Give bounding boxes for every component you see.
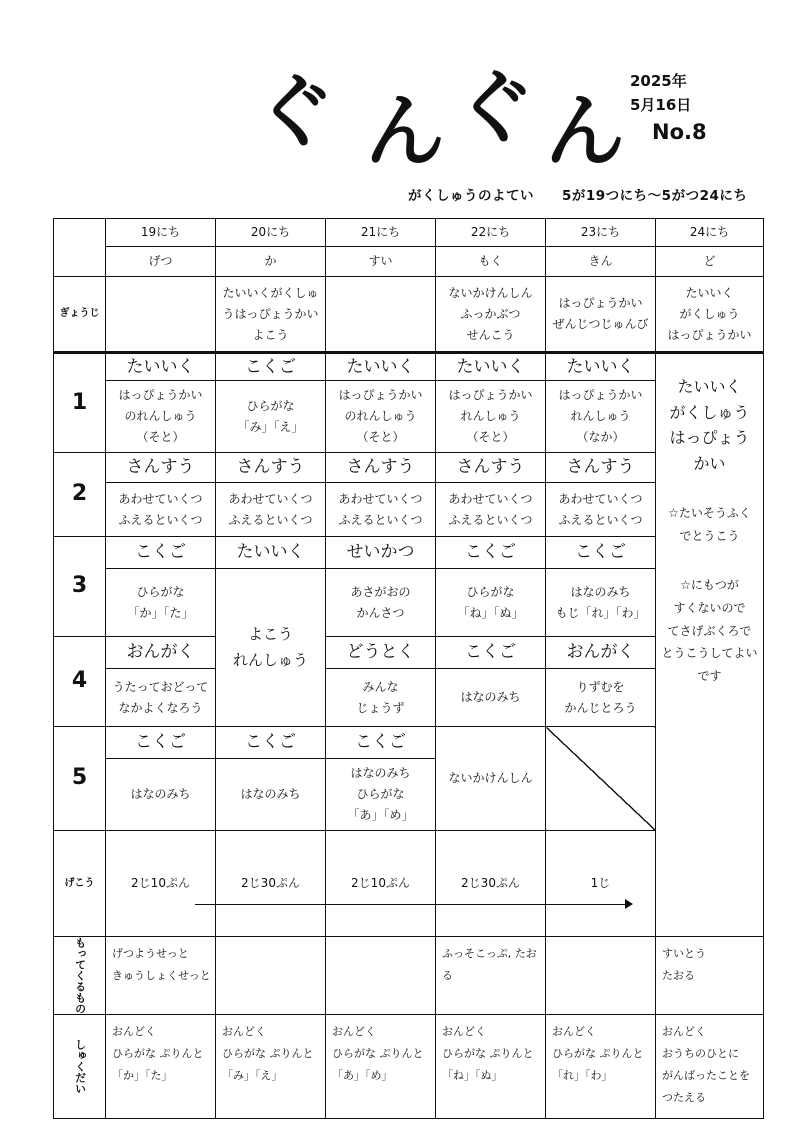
time-cell: 2じ10ぷん (106, 831, 216, 937)
line: れんしゅう (460, 409, 521, 423)
title-char-1: ぐ (255, 65, 335, 158)
line: なかよくなろう (118, 700, 203, 715)
period-1-subject-row (54, 353, 764, 381)
detail-cell (436, 483, 546, 537)
line: ふえるといくつ (558, 512, 643, 527)
weekday-cell: きん (546, 247, 656, 277)
gyouji-cell (546, 277, 656, 353)
subject-cell: こくご (326, 727, 436, 759)
bring-cell (326, 937, 436, 1015)
line: おんどく (552, 1025, 596, 1038)
subject-cell: こくご (436, 537, 546, 569)
sat-note: とうこうしてよい (661, 646, 758, 661)
line: よこう (252, 327, 289, 342)
weekday-cell: か (216, 247, 326, 277)
time-cell: 2じ10ぷん (326, 831, 436, 937)
date-cell: 21にち (326, 219, 436, 247)
corner-cell (54, 219, 106, 277)
line: はっぴょうかい (338, 388, 423, 402)
date-cell: 20にち (216, 219, 326, 247)
detail-cell (106, 569, 216, 637)
gyouji-cell (216, 277, 326, 353)
date-cell: 19にち (106, 219, 216, 247)
detail-cell: はなのみち (216, 759, 326, 831)
line: ひらがな ぷりんと (332, 1047, 424, 1060)
issue-date: 5月16日 (630, 96, 692, 114)
homework-cell (546, 1015, 656, 1119)
detail-cell: ないかけんしん (436, 727, 546, 831)
detail-cell (216, 381, 326, 453)
weekday-cell: ど (656, 247, 764, 277)
subject-cell: たいいく (436, 353, 546, 381)
line: たいいくがくしゅ (222, 285, 319, 300)
line: ふえるといくつ (118, 512, 203, 527)
gyouji-label: ぎょうじ (54, 277, 106, 353)
sat-line: かい (693, 453, 726, 473)
line: がくしゅう (679, 306, 740, 321)
line: ひらがな ぷりんと (222, 1047, 314, 1060)
period-number: 4 (54, 637, 106, 727)
line: おうちのひとに (662, 1047, 739, 1060)
line: じょうず (356, 700, 405, 715)
subject-cell: こくご (546, 537, 656, 569)
weekday-cell: もく (436, 247, 546, 277)
subject-cell: こくご (106, 537, 216, 569)
line: ひらがな ぷりんと (442, 1047, 534, 1060)
saturday-event-cell (656, 353, 764, 937)
sat-line: がくしゅう (669, 402, 750, 422)
empty-slash-cell (546, 727, 656, 831)
line: みんな (362, 679, 399, 694)
detail-cell (326, 569, 436, 637)
line: ふっかぶつ (460, 306, 521, 321)
line: ひらがな ぷりんと (552, 1047, 644, 1060)
subject-cell: たいいく (546, 353, 656, 381)
plan-range: 5が19つにち〜5がつ24にち (562, 188, 748, 204)
line: あわせていくつ (558, 491, 643, 506)
homework-cell (436, 1015, 546, 1119)
line: 「ね」「ぬ」 (442, 1069, 503, 1082)
line: りずむを (576, 679, 625, 694)
line: （そと） (136, 430, 185, 444)
subject-cell: さんすう (546, 453, 656, 483)
issue-number: No.8 (652, 120, 707, 144)
bring-cell (106, 937, 216, 1015)
date-cell: 24にち (656, 219, 764, 247)
detail-cell (546, 569, 656, 637)
line: 「み」「え」 (237, 419, 304, 434)
date-cell: 22にち (436, 219, 546, 247)
gekou-label: げこう (54, 831, 106, 937)
subject-cell: さんすう (106, 453, 216, 483)
line: すいとう (662, 947, 706, 960)
line: ひらがな ぷりんと (112, 1047, 204, 1060)
line: はっぴょうかい (118, 388, 203, 402)
gyouji-cell (436, 277, 546, 353)
gyouji-cell (326, 277, 436, 353)
line: ひらがな (356, 787, 405, 801)
line: （そと） (356, 430, 405, 444)
subject-cell: せいかつ (326, 537, 436, 569)
line: 「ね」「ぬ」 (457, 605, 524, 620)
weekday-row (54, 247, 764, 277)
line: はなのみち (570, 584, 631, 599)
line: ぜんじつじゅんび (552, 317, 649, 331)
homework-cell (106, 1015, 216, 1119)
line: おんどく (222, 1025, 266, 1038)
line: おんどく (112, 1025, 156, 1038)
line: もじ「れ」「わ」 (555, 605, 646, 620)
line: 「あ」「め」 (332, 1069, 393, 1082)
subject-cell: こくご (436, 637, 546, 669)
gyouji-cell (656, 277, 764, 353)
detail-cell: はなのみち (106, 759, 216, 831)
detail-cell (326, 669, 436, 727)
line: 「か」「た」 (112, 1069, 173, 1082)
plan-heading (408, 184, 747, 204)
line: はなのみち (350, 766, 411, 780)
line: （そと） (466, 430, 515, 444)
line: せんこう (466, 327, 515, 342)
weekday-cell: すい (326, 247, 436, 277)
subject-cell: さんすう (216, 453, 326, 483)
line: あさがおの (350, 584, 411, 599)
bring-cell (216, 937, 326, 1015)
line: れんしゅう (232, 650, 308, 669)
line: 「み」「え」 (222, 1069, 283, 1082)
line: きゅうしょくせっと (112, 969, 211, 982)
line: おんどく (442, 1025, 486, 1038)
period-number: 1 (54, 353, 106, 453)
time-cell: 2じ30ぷん (216, 831, 326, 937)
arrow-head-icon (625, 899, 633, 909)
period-number: 5 (54, 727, 106, 831)
detail-cell (106, 669, 216, 727)
subject-cell: たいいく (106, 353, 216, 381)
subject-cell: たいいく (326, 353, 436, 381)
time-cell: 1じ (546, 831, 656, 937)
subject-cell: どうとく (326, 637, 436, 669)
weekly-schedule-table (53, 218, 764, 1119)
sat-line: はっぴょう (669, 428, 750, 448)
detail-cell (546, 483, 656, 537)
homework-cell (656, 1015, 764, 1119)
title-char-3: ぐ (455, 61, 535, 154)
detail-cell (106, 483, 216, 537)
subject-cell: おんがく (106, 637, 216, 669)
shukudai-label: しゅくだい (54, 1015, 106, 1119)
bring-cell: ふっそこっぷ, たおる (436, 937, 546, 1015)
line: 「れ」「わ」 (552, 1069, 613, 1082)
line: がんばったことを (662, 1069, 750, 1082)
sat-note: ☆たいそうふく (668, 506, 751, 521)
line: うたっておどって (112, 679, 209, 694)
subject-cell: こくご (216, 727, 326, 759)
line: つたえる (662, 1091, 706, 1104)
line: よこう (247, 625, 293, 643)
line: 「か」「た」 (127, 605, 194, 620)
sat-line: たいいく (677, 377, 742, 396)
line: かんじとろう (564, 700, 637, 715)
date-cell: 23にち (546, 219, 656, 247)
subject-cell: たいいく (216, 537, 326, 569)
line: ひらがな (246, 398, 295, 413)
plan-label: がくしゅうのよてい (408, 188, 534, 204)
newsletter-title (255, 61, 625, 178)
homework-cell (326, 1015, 436, 1119)
line: あわせていくつ (118, 491, 203, 506)
line: 「あ」「め」 (347, 808, 414, 822)
subject-cell: おんがく (546, 637, 656, 669)
bring-cell (656, 937, 764, 1015)
weekday-cell: げつ (106, 247, 216, 277)
line: たいいく (685, 285, 734, 300)
sat-note: てさげぶくろで (667, 623, 752, 638)
detail-cell: はなのみち (436, 669, 546, 727)
line: うはっぴょうかい (222, 306, 319, 321)
line: ひらがな (136, 584, 185, 599)
homework-cell (216, 1015, 326, 1119)
period-number: 3 (54, 537, 106, 637)
line: はっぴょうかい (448, 388, 533, 402)
motteku-label: もってくるもの (54, 937, 106, 1015)
line: げつようせっと (112, 947, 189, 960)
gyouji-row (54, 277, 764, 353)
issue-year: 2025年 (630, 72, 687, 90)
detail-cell (436, 381, 546, 453)
detail-cell (326, 759, 436, 831)
line: たおる (662, 969, 695, 982)
detail-cell (436, 569, 546, 637)
line: れんしゅう (570, 409, 631, 423)
continuation-arrow-line (195, 904, 631, 905)
sat-note: でとうこう (679, 529, 740, 544)
detail-cell (546, 669, 656, 727)
line: かんさつ (356, 605, 405, 620)
detail-cell (106, 381, 216, 453)
date-row (54, 219, 764, 247)
line: あわせていくつ (338, 491, 423, 506)
motteku-row (54, 937, 764, 1015)
bring-cell (546, 937, 656, 1015)
line: ふえるといくつ (448, 512, 533, 527)
line: おんどく (332, 1025, 376, 1038)
line: ふえるといくつ (228, 512, 313, 527)
period-number: 2 (54, 453, 106, 537)
subject-cell: さんすう (436, 453, 546, 483)
line: のれんしゅう (124, 409, 197, 423)
line: はっぴょうかい (667, 327, 752, 342)
detail-cell (216, 483, 326, 537)
detail-cell-merged (216, 569, 326, 727)
subject-cell: こくご (106, 727, 216, 759)
line: はっぴょうかい (558, 296, 643, 310)
line: ひらがな (466, 584, 515, 599)
time-cell: 2じ30ぷん (436, 831, 546, 937)
subject-cell: さんすう (326, 453, 436, 483)
detail-cell (326, 483, 436, 537)
line: （なか） (576, 430, 625, 444)
subject-cell: こくご (216, 353, 326, 381)
sat-note: すくないので (673, 600, 746, 615)
line: はっぴょうかい (558, 388, 643, 402)
detail-cell (326, 381, 436, 453)
sat-note: ☆にもつが (680, 577, 739, 592)
line: あわせていくつ (448, 491, 533, 506)
line: おんどく (662, 1025, 706, 1038)
line: あわせていくつ (228, 491, 313, 506)
line: ふえるといくつ (338, 512, 423, 527)
shukudai-row (54, 1015, 764, 1119)
title-char-4: ん (545, 85, 625, 178)
line: ないかけんしん (448, 285, 533, 300)
sat-note: です (697, 669, 722, 684)
gyouji-cell (106, 277, 216, 353)
line: のれんしゅう (344, 409, 417, 423)
title-char-2: ん (365, 85, 445, 178)
detail-cell (546, 381, 656, 453)
